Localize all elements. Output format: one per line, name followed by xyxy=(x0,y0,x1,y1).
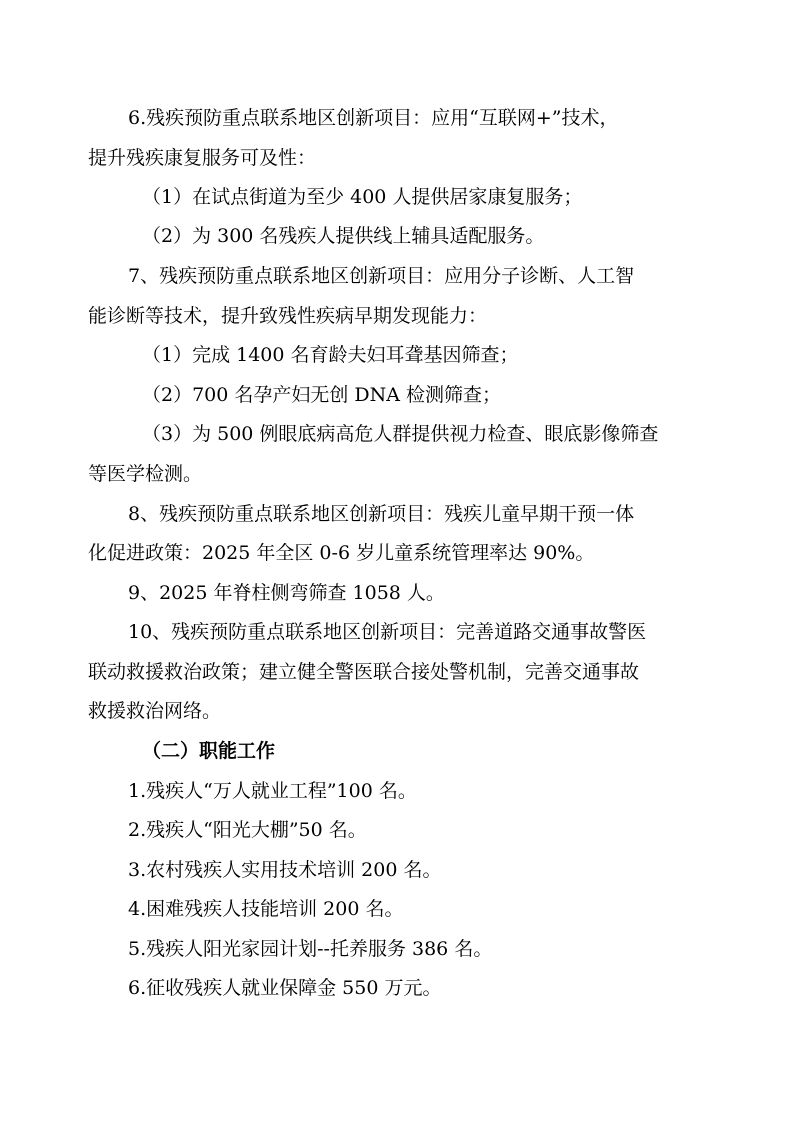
item-8-line-2: 化促进政策：2025 年全区 0-6 岁儿童系统管理率达 90%。 xyxy=(88,542,595,564)
item-7-sub-3-line-1: （3）为 500 例眼底病高危人群提供视力检查、眼底影像筛查 xyxy=(142,423,659,445)
item-10-line-1: 10、残疾预防重点联系地区创新项目：完善道路交通事故警医 xyxy=(128,621,647,643)
section-2-item: 1.残疾人“万人就业工程”100 名。 xyxy=(128,780,417,802)
item-9: 9、2025 年脊柱侧弯筛查 1058 人。 xyxy=(128,582,445,604)
section-2-heading: （二）职能工作 xyxy=(142,740,276,762)
section-2-item: 2.残疾人“阳光大棚”50 名。 xyxy=(128,819,367,841)
item-6-sub-1: （1）在试点街道为至少 400 人提供居家康复服务； xyxy=(142,186,583,208)
item-7-sub-2: （2）700 名孕产妇无创 DNA 检测筛查； xyxy=(142,384,502,406)
item-7-sub-1: （1）完成 1400 名育龄夫妇耳聋基因筛查； xyxy=(142,344,519,366)
item-7-line-2: 能诊断等技术，提升致残性疾病早期发现能力： xyxy=(88,305,488,327)
item-7-sub-3-line-2: 等医学检测。 xyxy=(88,463,203,485)
item-10-line-3: 救援救治网络。 xyxy=(88,700,222,722)
section-2-item: 3.农村残疾人实用技术培训 200 名。 xyxy=(128,859,442,881)
item-6-line-2: 提升残疾康复服务可及性： xyxy=(88,147,317,169)
section-2-item: 5.残疾人阳光家园计划--托养服务 386 名。 xyxy=(128,938,493,960)
item-7-line-1: 7、残疾预防重点联系地区创新项目：应用分子诊断、人工智 xyxy=(128,265,635,287)
section-2-item: 4.困难残疾人技能培训 200 名。 xyxy=(128,898,404,920)
item-10-line-2: 联动救援救治政策；建立健全警医联合接处警机制，完善交通事故 xyxy=(88,661,640,683)
item-8-line-1: 8、残疾预防重点联系地区创新项目：残疾儿童早期干预一体 xyxy=(128,503,635,525)
item-6-sub-2: （2）为 300 名残疾人提供线上辅具适配服务。 xyxy=(142,225,545,247)
section-2-item: 6.征收残疾人就业保障金 550 万元。 xyxy=(128,977,442,999)
item-6-line-1: 6.残疾预防重点联系地区创新项目：应用“互联网+”技术， xyxy=(128,107,619,129)
